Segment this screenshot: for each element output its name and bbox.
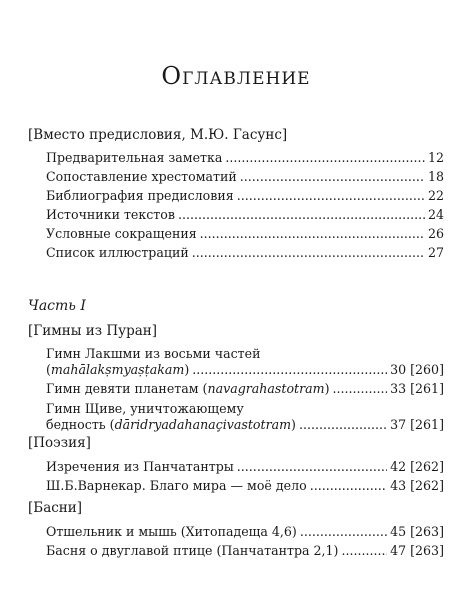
entry-label-line1: Гимн Лакшми из восьми частей	[46, 346, 261, 361]
leader-dots	[237, 188, 425, 204]
entry-page: 33 [261]	[390, 381, 444, 396]
leader-dots	[300, 524, 387, 540]
leader-dots	[299, 417, 387, 433]
toc-entry[interactable]	[46, 381, 444, 397]
entry-label: Ш.Б.Варнекар. Благо мира — моё дело	[46, 478, 307, 493]
toc-entry[interactable]	[46, 150, 444, 166]
entry-label: Гимн девяти планетам (navagrahastotram)	[46, 381, 330, 396]
entry-label-line1: Гимн Щиве, уничтожающему	[46, 401, 244, 416]
entry-page: 27	[427, 245, 444, 260]
entry-label: Список иллюстраций	[46, 245, 189, 260]
entry-page: 12	[427, 150, 444, 165]
toc-entry[interactable]	[46, 401, 444, 433]
entry-label: Отшельник и мышь (Хитопадеща 4,6)	[46, 524, 297, 539]
entry-page: 24	[427, 207, 444, 222]
leader-dots	[240, 169, 425, 185]
entry-page: 47 [263]	[390, 543, 444, 558]
leader-dots	[225, 150, 425, 166]
leader-dots	[237, 459, 387, 475]
entry-page: 45 [263]	[390, 524, 444, 539]
entry-translit: dāridryadahanaçivastotram	[114, 417, 292, 432]
page-title: Оглавление	[161, 62, 311, 90]
entry-page: 26	[427, 226, 444, 241]
entry-translit: mahālakṣmyaṣṭakam	[50, 362, 185, 377]
entry-page: 18	[427, 169, 444, 184]
entry-page: 22	[427, 188, 444, 203]
leader-dots	[200, 226, 425, 242]
section-heading-hymns: [Гимны из Пуран]	[28, 323, 158, 339]
leader-dots	[192, 245, 425, 261]
entry-label: Источники текстов	[46, 207, 175, 222]
entry-label: Басня о двуглавой птице (Панчатантра 2,1)	[46, 543, 339, 558]
section-heading-intro: [Вместо предисловия, М.Ю. Гасунс]	[28, 127, 288, 143]
entry-label: Сопоставление хрестоматий	[46, 169, 237, 184]
leader-dots	[192, 362, 387, 378]
entry-label-line2: (mahālakṣmyaṣṭakam)	[46, 362, 190, 377]
entry-page: 42 [262]	[390, 459, 444, 474]
leader-dots	[178, 207, 425, 223]
toc-entry[interactable]	[46, 478, 444, 494]
entry-page: 37 [261]	[390, 417, 444, 432]
toc-entry[interactable]	[46, 188, 444, 204]
toc-entry[interactable]	[46, 543, 444, 559]
part-heading: Часть I	[28, 298, 86, 314]
section-heading-fables: [Басни]	[28, 500, 83, 516]
toc-page	[28, 0, 444, 591]
entry-label-line2: бедность (dāridryadahanaçivastotram)	[46, 417, 296, 432]
leader-dots	[332, 381, 387, 397]
entry-label: Предварительная заметка	[46, 150, 223, 165]
section-heading-poetry: [Поэзия]	[28, 435, 91, 451]
toc-entry[interactable]	[46, 346, 444, 378]
leader-dots	[310, 478, 387, 494]
toc-entry[interactable]	[46, 226, 444, 242]
entry-label: Библиография предисловия	[46, 188, 234, 203]
entry-translit: navagrahastotram	[207, 381, 325, 396]
entry-page: 30 [260]	[390, 362, 444, 377]
toc-entry[interactable]	[46, 207, 444, 223]
leader-dots	[341, 543, 387, 559]
entry-label: Изречения из Панчатантры	[46, 459, 234, 474]
toc-entry[interactable]	[46, 245, 444, 261]
toc-entry[interactable]	[46, 524, 444, 540]
toc-entry[interactable]	[46, 169, 444, 185]
toc-entry[interactable]	[46, 459, 444, 475]
entry-label: Условные сокращения	[46, 226, 197, 241]
entry-page: 43 [262]	[390, 478, 444, 493]
